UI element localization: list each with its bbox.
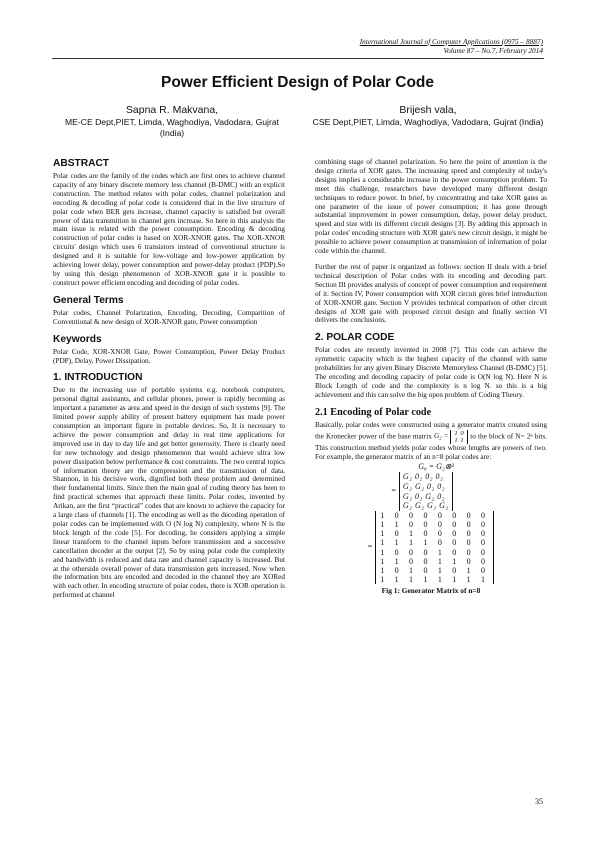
binary-matrix-row — [368, 511, 495, 585]
generator-matrix-figure — [315, 463, 547, 596]
equals-sign: = — [367, 542, 373, 552]
binary-matrix — [375, 511, 494, 585]
author-block-1 — [52, 104, 292, 139]
encoding-heading: 2.1 Encoding of Polar code — [315, 406, 432, 418]
g8-equation: G₈ = G₂⊗³ — [418, 462, 454, 472]
g2-symbol: G₂ = — [433, 432, 449, 441]
encoding-text-part: to the block of N= 2ⁿ bits. This construction method yields polar codes whose lengths are powers of two. For example, the generator matrix of an n=8 polar codes are: — [315, 432, 547, 461]
right-column — [315, 158, 547, 599]
matrix-row: 1 0 0 0 1 0 0 0 — [380, 547, 490, 557]
block-matrix-row: G₂ G₂ G₂ G₂ — [402, 501, 449, 511]
left-column — [53, 158, 285, 607]
paper-title: Power Efficient Design of Polar Code — [160, 74, 434, 91]
matrix-row: 1 0 1 0 1 0 1 0 — [380, 565, 490, 575]
polar-code-heading: 2. POLAR CODE — [315, 332, 395, 344]
paragraph: Further the rest of paper is organized as follows: section II deals with a brief technical description of Polar codes with its encoding and decoding part. Section III provides analysis of concept of power consumption and requirement of it. Section IV, Power consumption with XOR circuit gives brief introduction of XOR-XNOR gate. Section V provides technical comparison of other circuit designs of XOR gate with proposed circuit design and finally section VI delivers the conclusions. — [315, 262, 547, 325]
author-name: Brijesh vala, — [399, 104, 457, 116]
g2-row: 1 1 — [454, 436, 465, 444]
journal-name: International Journal of Computer Applications (0975 – 8887) — [359, 37, 543, 46]
matrix-row: 1 0 0 0 0 0 0 0 — [380, 510, 490, 520]
abstract-text: Polar codes are the family of the codes which are first ones to achieve channel capacity of any binary discrete memory less channel (B-DMC) with an explicit construction. The method relates with polar codes, channel polarization and encoding & decoding of polar code is considered that in the live structure of polar code when BER gets increase, channel capacity is satisfied but overall power of data transmition in channel gets increase. So here in this analysis the main issue is related with the power consumption. Encoding & decoding construction of polar codes is based on XOR-XNOR gates. The XOR-XNOR circuits' design which uses 6 transistors instead of conventional structure is designed and it is suitable for low-voltage and low-power application by achieving lower delay, power consumption and power-delay product (PDP).So by using this design phenomenon of XOR-XNOR gate it is possible to construct power efficient encoding and decoding of polar codes. — [53, 172, 285, 287]
author-block-2 — [308, 104, 548, 128]
author-name: Sapna R. Makvana, — [125, 104, 219, 116]
block-matrix-row: G₂ 0₂ 0₂ 0₂ — [402, 472, 444, 482]
matrix-row: 1 0 1 0 0 0 0 0 — [380, 529, 490, 539]
author-affiliation: ME-CE Dept,PIET, Limda, Waghodiya, Vadodara, Gujrat (India) — [65, 117, 279, 138]
encoding-text — [315, 421, 547, 462]
volume-issue: Volume 87 – No.7, February 2014 — [443, 46, 543, 56]
g2-matrix — [450, 430, 468, 444]
author-affiliation: CSE Dept,PIET, Limda, Waghodiya, Vadodara, Gujrat (India) — [312, 117, 544, 127]
block-matrix-row: G₂ G₂ 0₂ 0₂ — [402, 481, 446, 491]
matrix-row: 1 1 1 1 0 0 0 0 — [380, 538, 490, 548]
equals-sign: = — [391, 486, 396, 496]
polar-code-text: Polar codes are recently invented in 2008 [7]. This code can achieve the symmetric capacity which is the highest capacity of the channel with same probabilities for any given Binary Discrete Memoryless Channel (B-DMC) [5]. The encoding and decoding capacity of polar code is O(N log N). Here N is Block Length of code and the complexity is n log N. so this is a big achievement and this can solve the big open problem of Coding Theory. — [315, 346, 547, 399]
block-matrix-row — [391, 472, 452, 510]
matrix-row: 1 1 0 0 0 0 0 0 — [380, 519, 490, 529]
g2-inline-matrix — [434, 430, 468, 444]
page-number: 35 — [535, 797, 543, 806]
abstract-heading: ABSTRACT — [53, 158, 110, 169]
matrix-row: 1 1 0 0 1 1 0 0 — [380, 556, 490, 566]
block-matrix-row: G₂ 0₂ G₂ 0₂ — [402, 491, 446, 501]
general-terms-heading: General Terms — [53, 294, 124, 306]
encoding-text-part: Basically, polar codes were constructed using a generator matrix created using the Kronecker power of the base matrix — [315, 420, 547, 441]
header-rule — [52, 58, 544, 59]
general-terms-text: Polar codes, Channel Polarization, Encoding, Decoding, Comparition of Conventional & new design of XOR-XNOR gate, Power consumption — [53, 308, 285, 326]
g2-row: 1 0 — [454, 429, 465, 437]
keywords-heading: Keywords — [53, 333, 102, 345]
block-matrix — [399, 472, 453, 510]
keywords-text: Polar Code, XOR-XNOR Gate, Power Consumption, Power Delay Product (PDP), Delay, Power Dissipation. — [53, 347, 285, 365]
journal-header — [360, 37, 543, 56]
introduction-heading: 1. INTRODUCTION — [53, 372, 143, 384]
paragraph: combining stage of channel polarization. So here the point of attention is the design criteria of XOR gates. The increasing speed and complexity of today's designs implies a considerable increase in the power consumption problem. To meet this challenge, researchers have developed many different design techniques to reduce power. In brief, by concentrating and take XOR gates as one parameter of the issue of power consumption; it has gone through substantial improvement in power consumption, delay, power delay product, speed and size with its different circuit designs [3]. By adding this approach in polar codes' encoding structure with XOR gate's new circuit design, it might be possible to achieve power consumption at transmission of information of polar code within the channel. — [315, 158, 547, 256]
matrix-row: 1 1 1 1 1 1 1 1 — [380, 575, 490, 585]
figure-caption: Fig 1: Generator Matrix of n=8 — [381, 586, 481, 596]
introduction-text: Due to the increasing use of portable systems e.g. notebook computers, personal digital assistants, and cellular phones, power is rapidly becoming as important a parameter as area and speed in the design of such systems [9]. The limited power supply ability of present battery equipment has made power consumption an important figure in portable devices. So, It is necessary to achieve the power consumption and delay in real time applications for improved use in day to day life and get better generosity. There is clearly need for new technology and design phenomenon that would achieve ultra low power dissipation below performance & cost constraints. The two central topics of information theory are the compression and the transmission of data. Shannon, in his decisive work, dignified both these problem and determined their fundamental limits. Since then the main goal of coding theory has been to find practical schemes that approach these limits. Polar codes, invented by Arikan, are the first “practical” codes that are known to achieve the capacity for a large class of channels [1]. The encoding as well as the decoding operation of polar codes can be implemented with O (N log N) complexity, where N is the block length of the code [5]. For decoding, he considers applying a simple linear transform to the channel inputs before transmission and a successive cancellation decoder at the output [2]. So by using polar code the complexity and bandwidth is reduced and data rate and channel capacity is increased. But at the otherside overall power of data transmission gets increased. Now when the information bits are encoded and decoded in the channel they are XORed with each other. In encoding structure of polar codes, there is XOR operation is performed at channel — [53, 386, 285, 600]
